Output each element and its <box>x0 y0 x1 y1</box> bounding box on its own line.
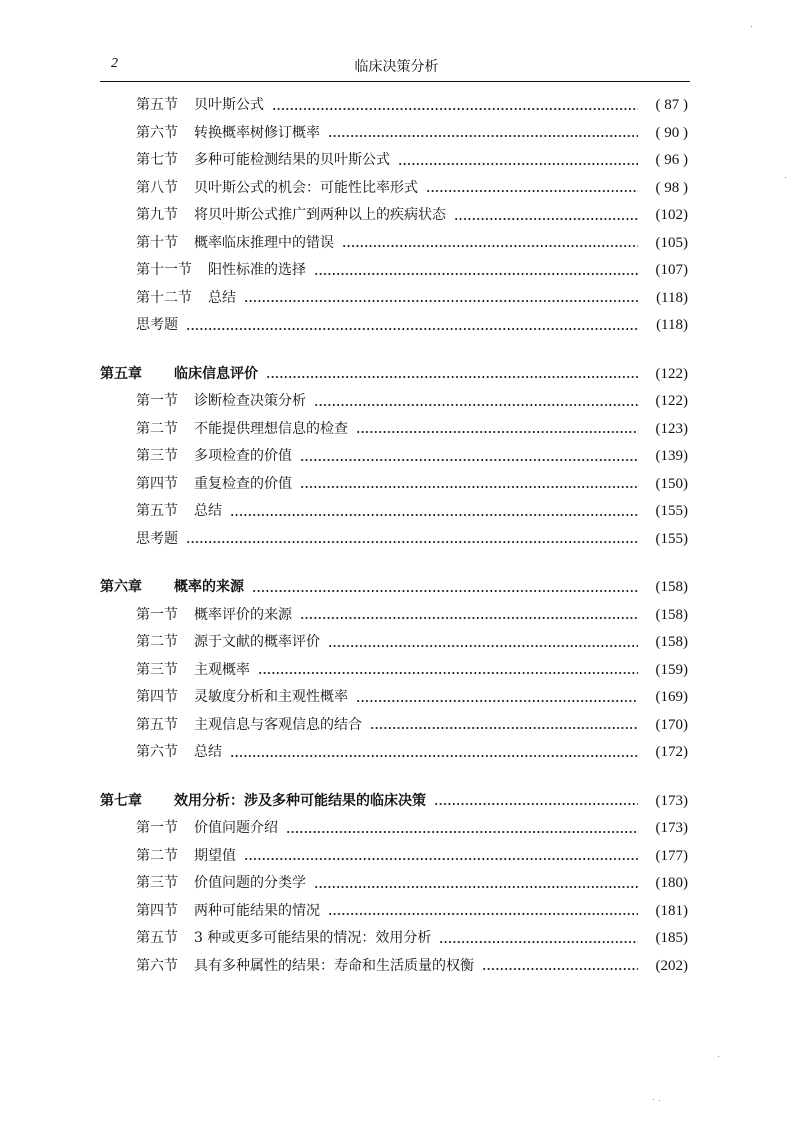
dot-leader <box>186 320 638 332</box>
page-ref: (173) <box>655 820 688 836</box>
page-ref: ( 87 ) <box>655 97 688 113</box>
section-number: 第六节 <box>136 744 178 760</box>
dot-leader <box>244 850 638 862</box>
section-number: 第二节 <box>136 634 178 650</box>
section-title: 灵敏度分析和主观性概率 <box>194 689 348 705</box>
section-number: 第十一节 <box>136 262 192 278</box>
section-title: 概率评价的来源 <box>194 606 292 623</box>
section-title: 3 种或更多可能结果的情况：效用分析 <box>194 930 432 946</box>
section-number: 第四节 <box>136 689 178 705</box>
page-ref: (180) <box>655 875 688 891</box>
dot-leader <box>328 905 638 917</box>
page-ref: (181) <box>655 902 688 919</box>
toc-chapter-7[interactable] <box>100 788 688 816</box>
section-number: 第五节 <box>136 716 178 733</box>
section-number: 第四节 <box>136 902 178 919</box>
section-number: 第一节 <box>136 820 178 836</box>
page-ref: (158) <box>655 579 688 595</box>
page-ref: ( 98 ) <box>655 179 688 196</box>
toc-entry[interactable] <box>100 202 688 230</box>
toc-entry[interactable] <box>100 925 688 953</box>
section-number: 第五节 <box>136 97 178 113</box>
dot-leader <box>370 719 638 731</box>
page-ref: (122) <box>655 365 688 382</box>
section-number: 第一节 <box>136 606 178 623</box>
section-number: 第一节 <box>136 393 178 409</box>
toc-entry[interactable] <box>100 898 688 926</box>
section-number: 第六节 <box>136 957 178 974</box>
section-title: 思考题 <box>136 530 178 547</box>
section-number: 第十二节 <box>136 289 192 306</box>
section-number: 第五节 <box>136 930 178 946</box>
page-ref: (155) <box>655 503 688 519</box>
page-ref: (158) <box>655 634 688 650</box>
scan-speck <box>659 1100 660 1101</box>
dot-leader <box>230 747 638 759</box>
dot-leader <box>300 478 638 490</box>
scan-speck <box>751 26 752 27</box>
dot-leader <box>244 292 638 304</box>
toc-entry-exercises[interactable] <box>100 312 688 340</box>
toc-entry[interactable] <box>100 815 688 843</box>
section-title: 价值问题的分类学 <box>194 875 306 891</box>
dot-leader <box>426 182 638 194</box>
section-title: 重复检查的价值 <box>194 475 292 492</box>
toc-entry[interactable] <box>100 92 688 120</box>
section-title: 总结 <box>208 289 236 306</box>
section-title: 具有多种属性的结果：寿命和生活质量的权衡 <box>194 957 474 974</box>
page-ref: (173) <box>655 792 688 809</box>
section-number: 第八节 <box>136 179 178 196</box>
page-ref: ( 90 ) <box>655 124 688 141</box>
page-ref: (107) <box>655 262 688 278</box>
page-ref: (170) <box>655 716 688 733</box>
section-title: 总结 <box>194 744 222 760</box>
section-title: 两种可能结果的情况 <box>194 902 320 919</box>
toc-entry[interactable] <box>100 257 688 285</box>
section-title: 不能提供理想信息的检查 <box>194 420 348 437</box>
toc-entry[interactable] <box>100 120 688 148</box>
section-title: 思考题 <box>136 317 178 333</box>
dot-leader <box>398 155 638 167</box>
toc-entry[interactable] <box>100 739 688 767</box>
section-number: 第六节 <box>136 124 178 141</box>
dot-leader <box>482 960 638 972</box>
toc-entry-exercises[interactable] <box>100 526 688 554</box>
toc-entry[interactable] <box>100 498 688 526</box>
section-title: 概率临床推理中的错误 <box>194 234 334 251</box>
dot-leader <box>300 609 638 621</box>
chapter-number: 第五章 <box>100 365 142 382</box>
page-ref: (150) <box>655 475 688 492</box>
toc-entry[interactable] <box>100 712 688 740</box>
scan-speck <box>785 177 786 178</box>
section-title: 价值问题介绍 <box>194 820 278 836</box>
section-title: 贝叶斯公式的机会：可能性比率形式 <box>194 179 418 196</box>
section-title: 将贝叶斯公式推广到两种以上的疾病状态 <box>194 207 446 223</box>
section-number: 第二节 <box>136 420 178 437</box>
section-title: 源于文献的概率评价 <box>194 634 320 650</box>
dot-leader <box>230 506 638 518</box>
toc-entry[interactable] <box>100 416 688 444</box>
page-ref: (105) <box>655 234 688 251</box>
page-ref: (202) <box>655 957 688 974</box>
section-number: 第五节 <box>136 503 178 519</box>
page-ref: (118) <box>656 317 688 333</box>
chapter-title: 临床信息评价 <box>174 365 258 382</box>
section-number: 第四节 <box>136 475 178 492</box>
chapter-title: 概率的来源 <box>174 579 244 595</box>
chapter-number: 第七章 <box>100 792 142 809</box>
dot-leader <box>439 933 638 945</box>
toc-entry[interactable] <box>100 285 688 313</box>
dot-leader <box>328 127 638 139</box>
page-ref: (159) <box>655 661 688 678</box>
page-ref: (122) <box>655 393 688 409</box>
scan-speck <box>718 1056 719 1057</box>
dot-leader <box>356 692 638 704</box>
toc-entry[interactable] <box>100 471 688 499</box>
section-number: 第十节 <box>136 234 178 251</box>
section-title: 阳性标准的选择 <box>208 262 306 278</box>
toc-entry[interactable] <box>100 443 688 471</box>
chapter-number: 第六章 <box>100 579 142 595</box>
section-title: 多种可能检测结果的贝叶斯公式 <box>194 152 390 168</box>
toc-entry[interactable] <box>100 175 688 203</box>
section-title: 诊断检查决策分析 <box>194 393 306 409</box>
toc-entry[interactable] <box>100 843 688 871</box>
page-ref: (185) <box>655 930 688 946</box>
toc-entry[interactable] <box>100 230 688 258</box>
dot-leader <box>454 210 638 222</box>
section-title: 期望值 <box>194 847 236 864</box>
dot-leader <box>434 795 638 807</box>
toc-entry[interactable] <box>100 388 688 416</box>
section-number: 第七节 <box>136 152 178 168</box>
dot-leader <box>258 664 638 676</box>
dot-leader <box>186 533 638 545</box>
section-title: 主观概率 <box>194 661 250 678</box>
page-ref: (118) <box>656 289 688 306</box>
toc-entry[interactable] <box>100 870 688 898</box>
dot-leader <box>314 878 638 890</box>
page-ref: (169) <box>655 689 688 705</box>
dot-leader <box>286 823 638 835</box>
page-ref: (155) <box>655 530 688 547</box>
toc-chapter-5[interactable] <box>100 361 688 389</box>
toc-entry[interactable] <box>100 147 688 175</box>
dot-leader <box>342 237 638 249</box>
section-number: 第三节 <box>136 661 178 678</box>
table-of-contents <box>100 92 688 980</box>
scan-speck <box>653 1099 654 1100</box>
dot-leader <box>314 265 638 277</box>
page-ref: (172) <box>655 744 688 760</box>
dot-leader <box>300 451 638 463</box>
page-ref: (123) <box>655 420 688 437</box>
section-number: 第三节 <box>136 875 178 891</box>
dot-leader <box>328 637 638 649</box>
page-number: 2 <box>111 56 118 71</box>
section-number: 第九节 <box>136 207 178 223</box>
section-number: 第二节 <box>136 847 178 864</box>
dot-leader <box>266 368 638 380</box>
dot-leader <box>314 396 638 408</box>
page-ref: (158) <box>655 606 688 623</box>
section-title: 主观信息与客观信息的结合 <box>194 716 362 733</box>
section-title: 转换概率树修订概率 <box>194 124 320 141</box>
header-rule <box>100 81 690 82</box>
toc-entry[interactable] <box>100 684 688 712</box>
page-ref: (139) <box>655 448 688 464</box>
dot-leader <box>356 423 638 435</box>
running-title: 临床决策分析 <box>354 59 439 75</box>
page-ref: (177) <box>655 847 688 864</box>
page-ref: ( 96 ) <box>655 152 688 168</box>
dot-leader <box>252 582 638 594</box>
dot-leader <box>272 100 638 112</box>
toc-entry[interactable] <box>100 657 688 685</box>
toc-entry[interactable] <box>100 629 688 657</box>
section-title: 多项检查的价值 <box>194 448 292 464</box>
section-number: 第三节 <box>136 448 178 464</box>
chapter-title: 效用分析：涉及多种可能结果的临床决策 <box>174 792 426 809</box>
section-title: 总结 <box>194 503 222 519</box>
toc-entry[interactable] <box>100 953 688 981</box>
toc-entry[interactable] <box>100 602 688 630</box>
toc-chapter-6[interactable] <box>100 574 688 602</box>
section-title: 贝叶斯公式 <box>194 97 264 113</box>
page-ref: (102) <box>655 207 688 223</box>
